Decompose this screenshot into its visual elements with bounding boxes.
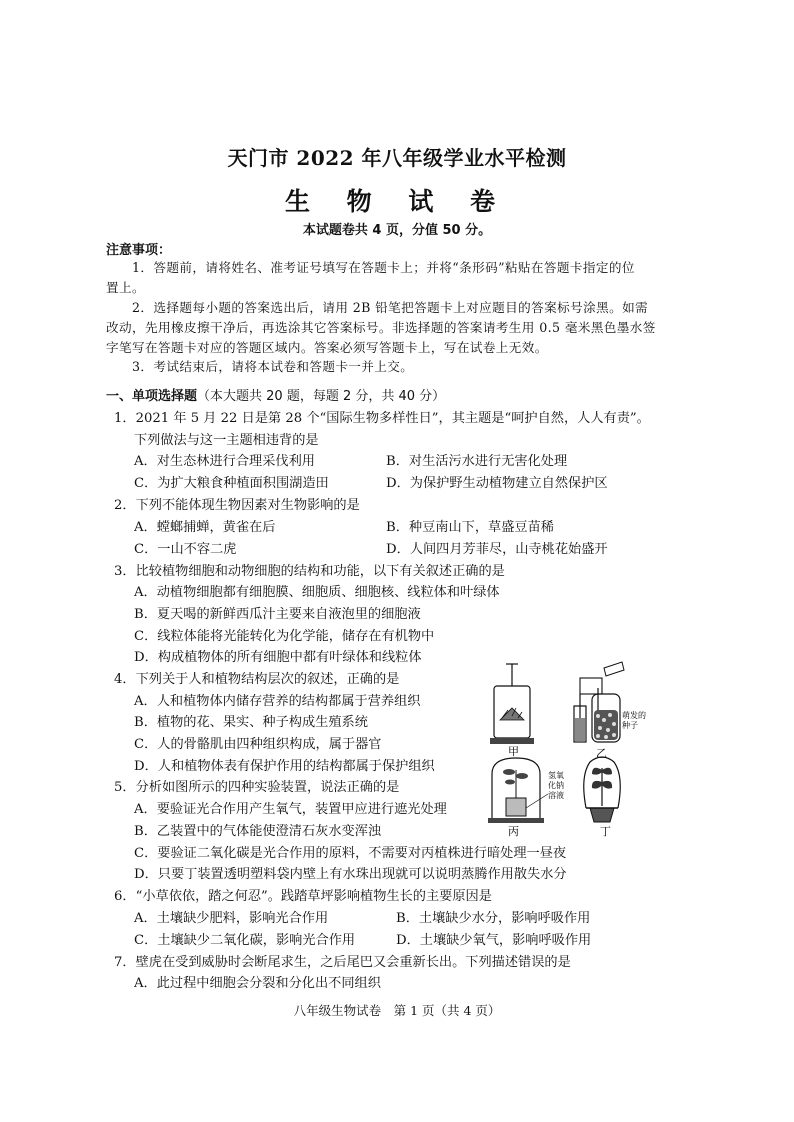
apparatus-jia	[490, 664, 534, 744]
naoh-label-line1: 氢氧	[548, 771, 564, 780]
question-1-option-b: B．对生活污水进行无害化处理	[386, 454, 568, 469]
page-footer: 八年级生物试卷 第 1 页（共 4 页）	[293, 1003, 501, 1018]
seed-label-line2: 种子	[622, 721, 638, 730]
notice-heading: 注意事项：	[106, 243, 172, 258]
experiment-figure	[488, 658, 646, 838]
label-bing: 丙	[508, 825, 519, 838]
apparatus-yi	[574, 662, 624, 742]
section-title: 一、单项选择题	[106, 389, 198, 404]
question-2-option-a: A．螳螂捕蝉，黄雀在后	[134, 520, 276, 535]
notice-line: 字笔写在答题卡对应的答题区域内。答案必须写答题卡上，写在试卷上无效。	[106, 340, 548, 355]
exam-title: 天门市 2022 年八年级学业水平检测	[227, 146, 567, 170]
question-4-stem: 4．下列关于人和植物结构层次的叙述，正确的是	[114, 672, 400, 687]
question-1-option-a: A．对生态林进行合理采伐利用	[134, 454, 315, 469]
question-3-option-b: B．夏天喝的新鲜西瓜汁主要来自液泡里的细胞液	[134, 607, 421, 622]
question-6-option-b: B．土壤缺少水分，影响呼吸作用	[396, 911, 591, 926]
question-4-option-d: D．人和植物体表有保护作用的结构都属于保护组织	[134, 759, 435, 774]
notice-line: 1．答题前，请将姓名、准考证号填写在答题卡上；并将“条形码”粘贴在答题卡指定的位	[132, 260, 635, 275]
question-6-option-a: A．土壤缺少肥料，影响光合作用	[134, 911, 329, 926]
question-7-stem: 7．壁虎在受到威胁时会断尾求生，之后尾巴又会重新长出。下列描述错误的是	[114, 955, 571, 970]
question-6-option-c: C．土壤缺少二氧化碳，影响光合作用	[134, 933, 356, 948]
question-3-stem: 3．比较植物细胞和动物细胞的结构和功能，以下有关叙述正确的是	[114, 564, 505, 579]
question-2-stem: 2．下列不能体现生物因素对生物影响的是	[114, 498, 360, 513]
question-1-option-c: C．为扩大粮食种植面积围湖造田	[134, 476, 329, 491]
notice-line: 2．选择题每小题的答案选出后，请用 2B 铅笔把答题卡上对应题目的答案标号涂黑。如需	[132, 300, 649, 315]
question-2-option-d: D．人间四月芳菲尽，山寺桃花始盛开	[386, 542, 608, 557]
label-ding: 丁	[600, 825, 611, 838]
score-line: 本试题卷共 4 页，分值 50 分。	[302, 223, 492, 238]
question-3-option-d: D．构成植物体的所有细胞中都有叶绿体和线粒体	[134, 650, 422, 665]
naoh-label-line2: 化钠	[548, 781, 564, 790]
question-6-option-d: D．土壤缺少氧气，影响呼吸作用	[396, 933, 592, 948]
question-5-option-d: D．只要丁装置透明塑料袋内壁上有水珠出现就可以说明蒸腾作用散失水分	[134, 867, 567, 882]
question-5-stem: 5．分析如图所示的四种实验装置，说法正确的是	[114, 780, 400, 795]
question-3-option-a: A．动植物细胞都有细胞膜、细胞质、细胞核、线粒体和叶绿体	[134, 585, 500, 600]
question-7-option-a: A．此过程中细胞会分裂和分化出不同组织	[134, 976, 381, 991]
question-4-option-a: A．人和植物体内储存营养的结构都属于营养组织	[134, 694, 421, 709]
apparatus-ding	[584, 757, 621, 822]
question-1-stem: 1．2021 年 5 月 22 日是第 28 个“国际生物多样性日”，其主题是“呵护自然，人人有责”。	[114, 411, 650, 426]
question-5-option-b: B．乙装置中的气体能使澄清石灰水变浑浊	[134, 824, 382, 839]
exam-subtitle: 生 物 试 卷	[284, 187, 510, 216]
apparatus-bing	[488, 758, 548, 823]
question-1-option-d: D．为保护野生动植物建立自然保护区	[386, 476, 608, 491]
question-3-option-c: C．线粒体能将光能转化为化学能，储存在有机物中	[134, 629, 435, 644]
section-heading	[106, 385, 445, 404]
notice-line: 改动，先用橡皮擦干净后，再选涂其它答案标号。非选择题的答案请考生用 0.5 毫米黑色墨水签	[106, 320, 656, 335]
seed-label-line1: 萌发的	[622, 711, 646, 720]
question-2-option-c: C．一山不容二虎	[134, 542, 237, 557]
naoh-label-line3: 溶液	[548, 791, 564, 800]
question-2-option-b: B．种豆南山下，草盛豆苗稀	[386, 520, 554, 535]
notice-line: 3．考试结束后，请将本试卷和答题卡一并上交。	[132, 359, 414, 374]
question-5-option-c: C．要验证二氧化碳是光合作用的原料，不需要对丙植株进行暗处理一昼夜	[134, 846, 567, 861]
label-yi: 乙	[596, 747, 607, 760]
label-jia: 甲	[508, 745, 519, 758]
question-6-stem: 6．“小草依依，踏之何忍”。践踏草坪影响植物生长的主要原因是	[114, 889, 492, 904]
question-4-option-c: C．人的骨骼肌由四种组织构成，属于器官	[134, 737, 382, 752]
question-5-option-a: A．要验证光合作用产生氧气，装置甲应进行遮光处理	[134, 802, 447, 817]
notice-line: 置上。	[106, 280, 145, 295]
question-4-option-b: B．植物的花、果实、种子构成生殖系统	[134, 715, 368, 730]
section-note: （本大题共 20 题，每题 2 分，共 40 分）	[197, 389, 446, 404]
question-1-stem-cont: 下列做法与这一主题相违背的是	[134, 433, 319, 448]
